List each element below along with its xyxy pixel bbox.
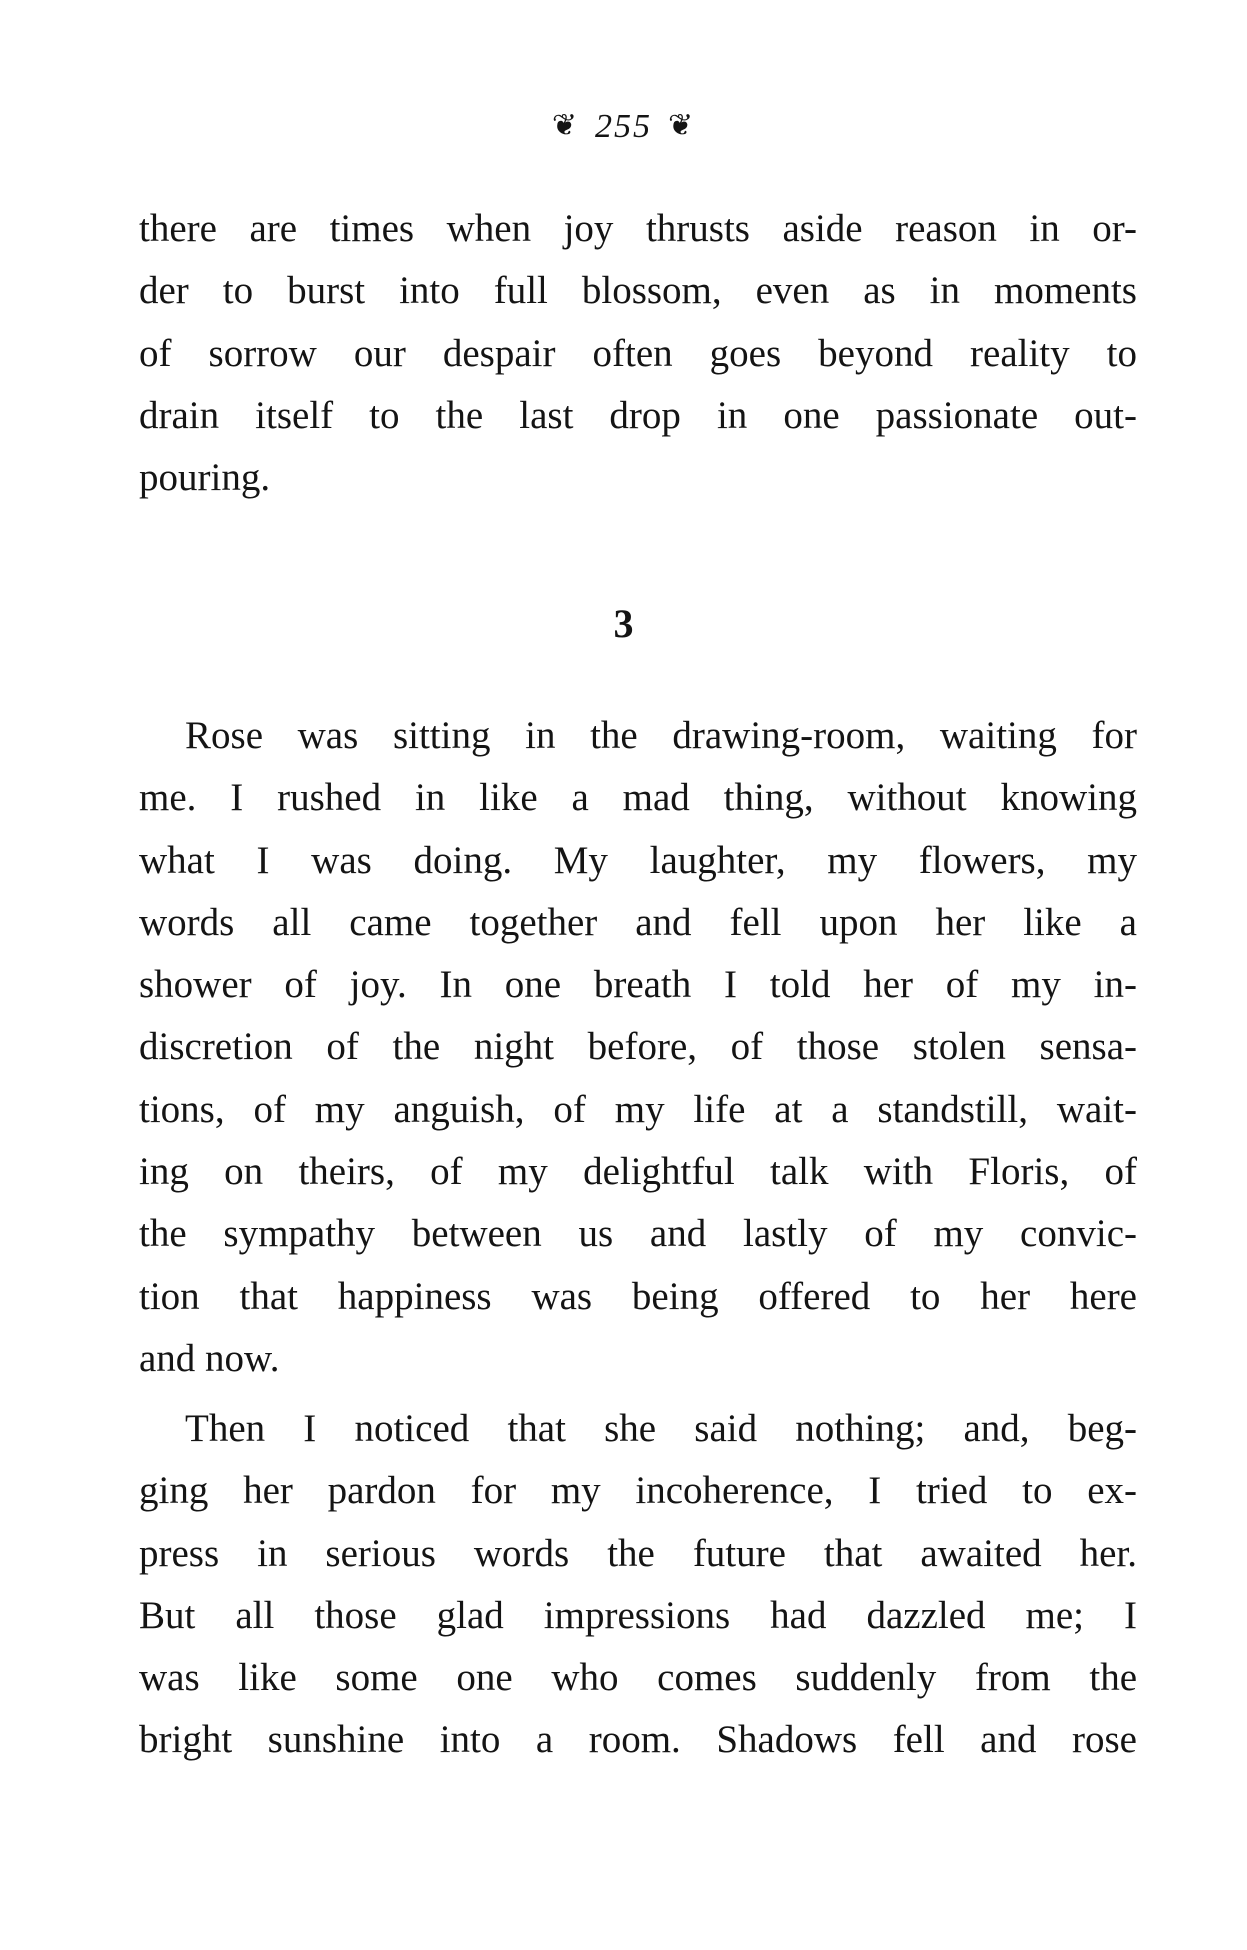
text-line: tion that happiness was being offered to her here (139, 1274, 1137, 1318)
text-line: drain itself to the last drop in one passionate out- (139, 393, 1137, 437)
paragraph-2 (139, 705, 1137, 1390)
text-line: me. I rushed in like a mad thing, without knowing (139, 776, 1137, 820)
text-line: and now. (139, 1336, 280, 1380)
text-line: the sympathy between us and lastly of my convic- (139, 1212, 1137, 1256)
text-line: press in serious words the future that awaited her. (139, 1531, 1137, 1575)
text-line: shower of joy. In one breath I told her of my in- (139, 963, 1137, 1007)
text-line: ing on theirs, of my delightful talk with Floris, of (139, 1150, 1137, 1194)
text-line: pouring. (139, 456, 271, 500)
text-line: Rose was sitting in the drawing-room, waiting for (185, 714, 1137, 757)
ornament-right-icon: ❦ (668, 109, 696, 142)
page-header (0, 108, 1247, 146)
text-line: what I was doing. My laughter, my flowers, my (139, 838, 1137, 882)
text-line: there are times when joy thrusts aside reason in or- (139, 207, 1137, 250)
text-line: But all those glad impressions had dazzled me; I (139, 1593, 1137, 1637)
text-line: bright sunshine into a room. Shadows fell and rose (139, 1718, 1137, 1762)
paragraph-3 (139, 1398, 1137, 1772)
text-line: of sorrow our despair often goes beyond reality to (139, 331, 1137, 375)
text-line: der to burst into full blossom, even as in moments (139, 269, 1137, 313)
text-line: Then I noticed that she said nothing; and, beg- (185, 1407, 1137, 1450)
text-line: tions, of my anguish, of my life at a standstill, wait- (139, 1087, 1137, 1131)
ornament-left-icon: ❦ (551, 109, 579, 142)
text-line: ging her pardon for my incoherence, I tried to ex- (139, 1469, 1137, 1513)
paragraph-1 (139, 198, 1137, 509)
text-line: was like some one who comes suddenly from the (139, 1656, 1137, 1700)
section-number: 3 (613, 601, 634, 646)
page-number: 255 (595, 108, 652, 145)
text-line: words all came together and fell upon her like a (139, 900, 1137, 944)
text-line: discretion of the night before, of those stolen sensa- (139, 1025, 1137, 1069)
